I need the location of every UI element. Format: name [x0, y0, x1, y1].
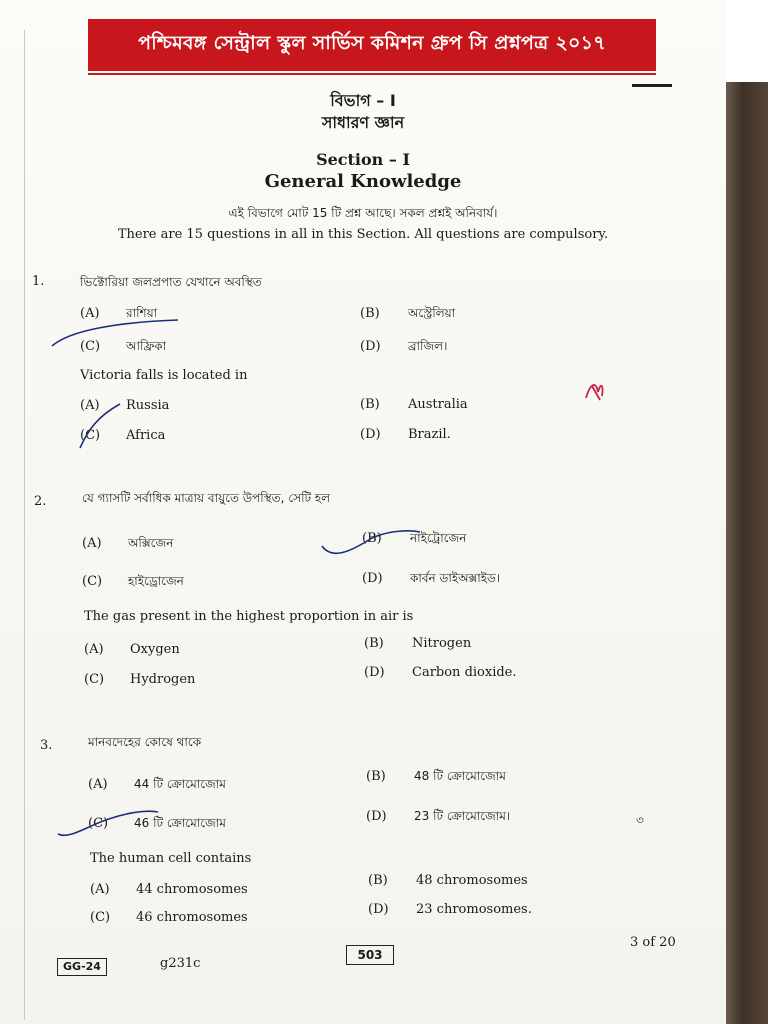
- section-title-en: Section – I: [316, 150, 410, 169]
- option-b-bn: (B) অস্ট্রেলিয়া: [360, 306, 456, 321]
- question-number: 1.: [32, 274, 45, 289]
- option-a-en: (A) Oxygen: [84, 642, 180, 657]
- option-c-bn: (C) 46 টি ক্রোমোজোম: [88, 816, 226, 831]
- section-title-bn: বিভাগ – I: [330, 91, 396, 110]
- option-d-en: (D) 23 chromosomes.: [368, 902, 532, 917]
- option-c-en: (C) Africa: [80, 428, 166, 443]
- option-a-en: (A) Russia: [80, 398, 170, 413]
- question-text-en: The gas present in the highest proportion in air is: [84, 609, 414, 624]
- background-edge: [726, 82, 768, 1024]
- option-a-bn: (A) অক্সিজেন: [82, 536, 174, 551]
- question-text-en: The human cell contains: [90, 851, 252, 866]
- option-d-bn: (D) 23 টি ক্রোমোজোম।: [366, 809, 511, 824]
- question-number: 3.: [40, 738, 53, 753]
- question-text-en: Victoria falls is located in: [80, 368, 248, 383]
- booklet-code: GG-24: [57, 958, 107, 976]
- option-b-bn: (B) 48 টি ক্রোমোজোম: [366, 769, 506, 784]
- edge-shadow: [632, 84, 672, 87]
- option-a-en: (A) 44 chromosomes: [90, 882, 248, 897]
- serial-number: 503: [346, 945, 394, 965]
- option-c-bn: (C) আফ্রিকা: [80, 339, 167, 354]
- option-c-bn: (C) হাইড্রোজেন: [82, 574, 184, 589]
- question-text-bn: ভিক্টোরিয়া জলপ্রপাত যেখানে অবস্থিত: [80, 275, 262, 289]
- banner-underline: [88, 73, 656, 75]
- option-b-en: (B) 48 chromosomes: [368, 873, 528, 888]
- question-number: 2.: [34, 494, 47, 509]
- option-b-bn: (B) নাইট্রোজেন: [362, 531, 467, 546]
- option-a-bn: (A) রাশিয়া: [80, 306, 158, 321]
- instruction-bn: এই বিভাগে মোট 15 টি প্রশ্ন আছে। সকল প্রশ্নই অনিবার্য।: [228, 206, 498, 220]
- option-c-en: (C) 46 chromosomes: [90, 910, 248, 925]
- option-b-en: (B) Nitrogen: [364, 636, 472, 651]
- print-code: g231c: [160, 956, 201, 971]
- option-d-en: (D) Brazil.: [360, 427, 451, 442]
- question-text-bn: যে গ্যাসটি সর্বাধিক মাত্রায় বায়ুতে উপস্থিত, সেটি হল: [82, 491, 331, 505]
- margin-note: ৩: [636, 813, 644, 827]
- option-d-en: (D) Carbon dioxide.: [364, 665, 517, 680]
- question-text-bn: মানবদেহের কোষে থাকে: [88, 735, 202, 749]
- page-count: 3 of 20: [630, 935, 676, 950]
- option-d-bn: (D) কার্বন ডাইঅক্সাইড।: [362, 571, 501, 586]
- subject-title-bn: সাধারণ জ্ঞান: [321, 113, 405, 132]
- option-c-en: (C) Hydrogen: [84, 672, 196, 687]
- option-b-en: (B) Australia: [360, 397, 468, 412]
- instruction-en: There are 15 questions in all in this Section. All questions are compulsory.: [117, 227, 609, 242]
- subject-title-en: General Knowledge: [264, 171, 462, 192]
- banner-title: পশ্চিমবঙ্গ সেন্ট্রাল স্কুল সার্ভিস কমিশন গ্রুপ সি প্রশ্নপত্র ২০১৭: [88, 19, 656, 71]
- option-a-bn: (A) 44 টি ক্রোমোজোম: [88, 777, 226, 792]
- option-d-bn: (D) ব্রাজিল।: [360, 339, 448, 354]
